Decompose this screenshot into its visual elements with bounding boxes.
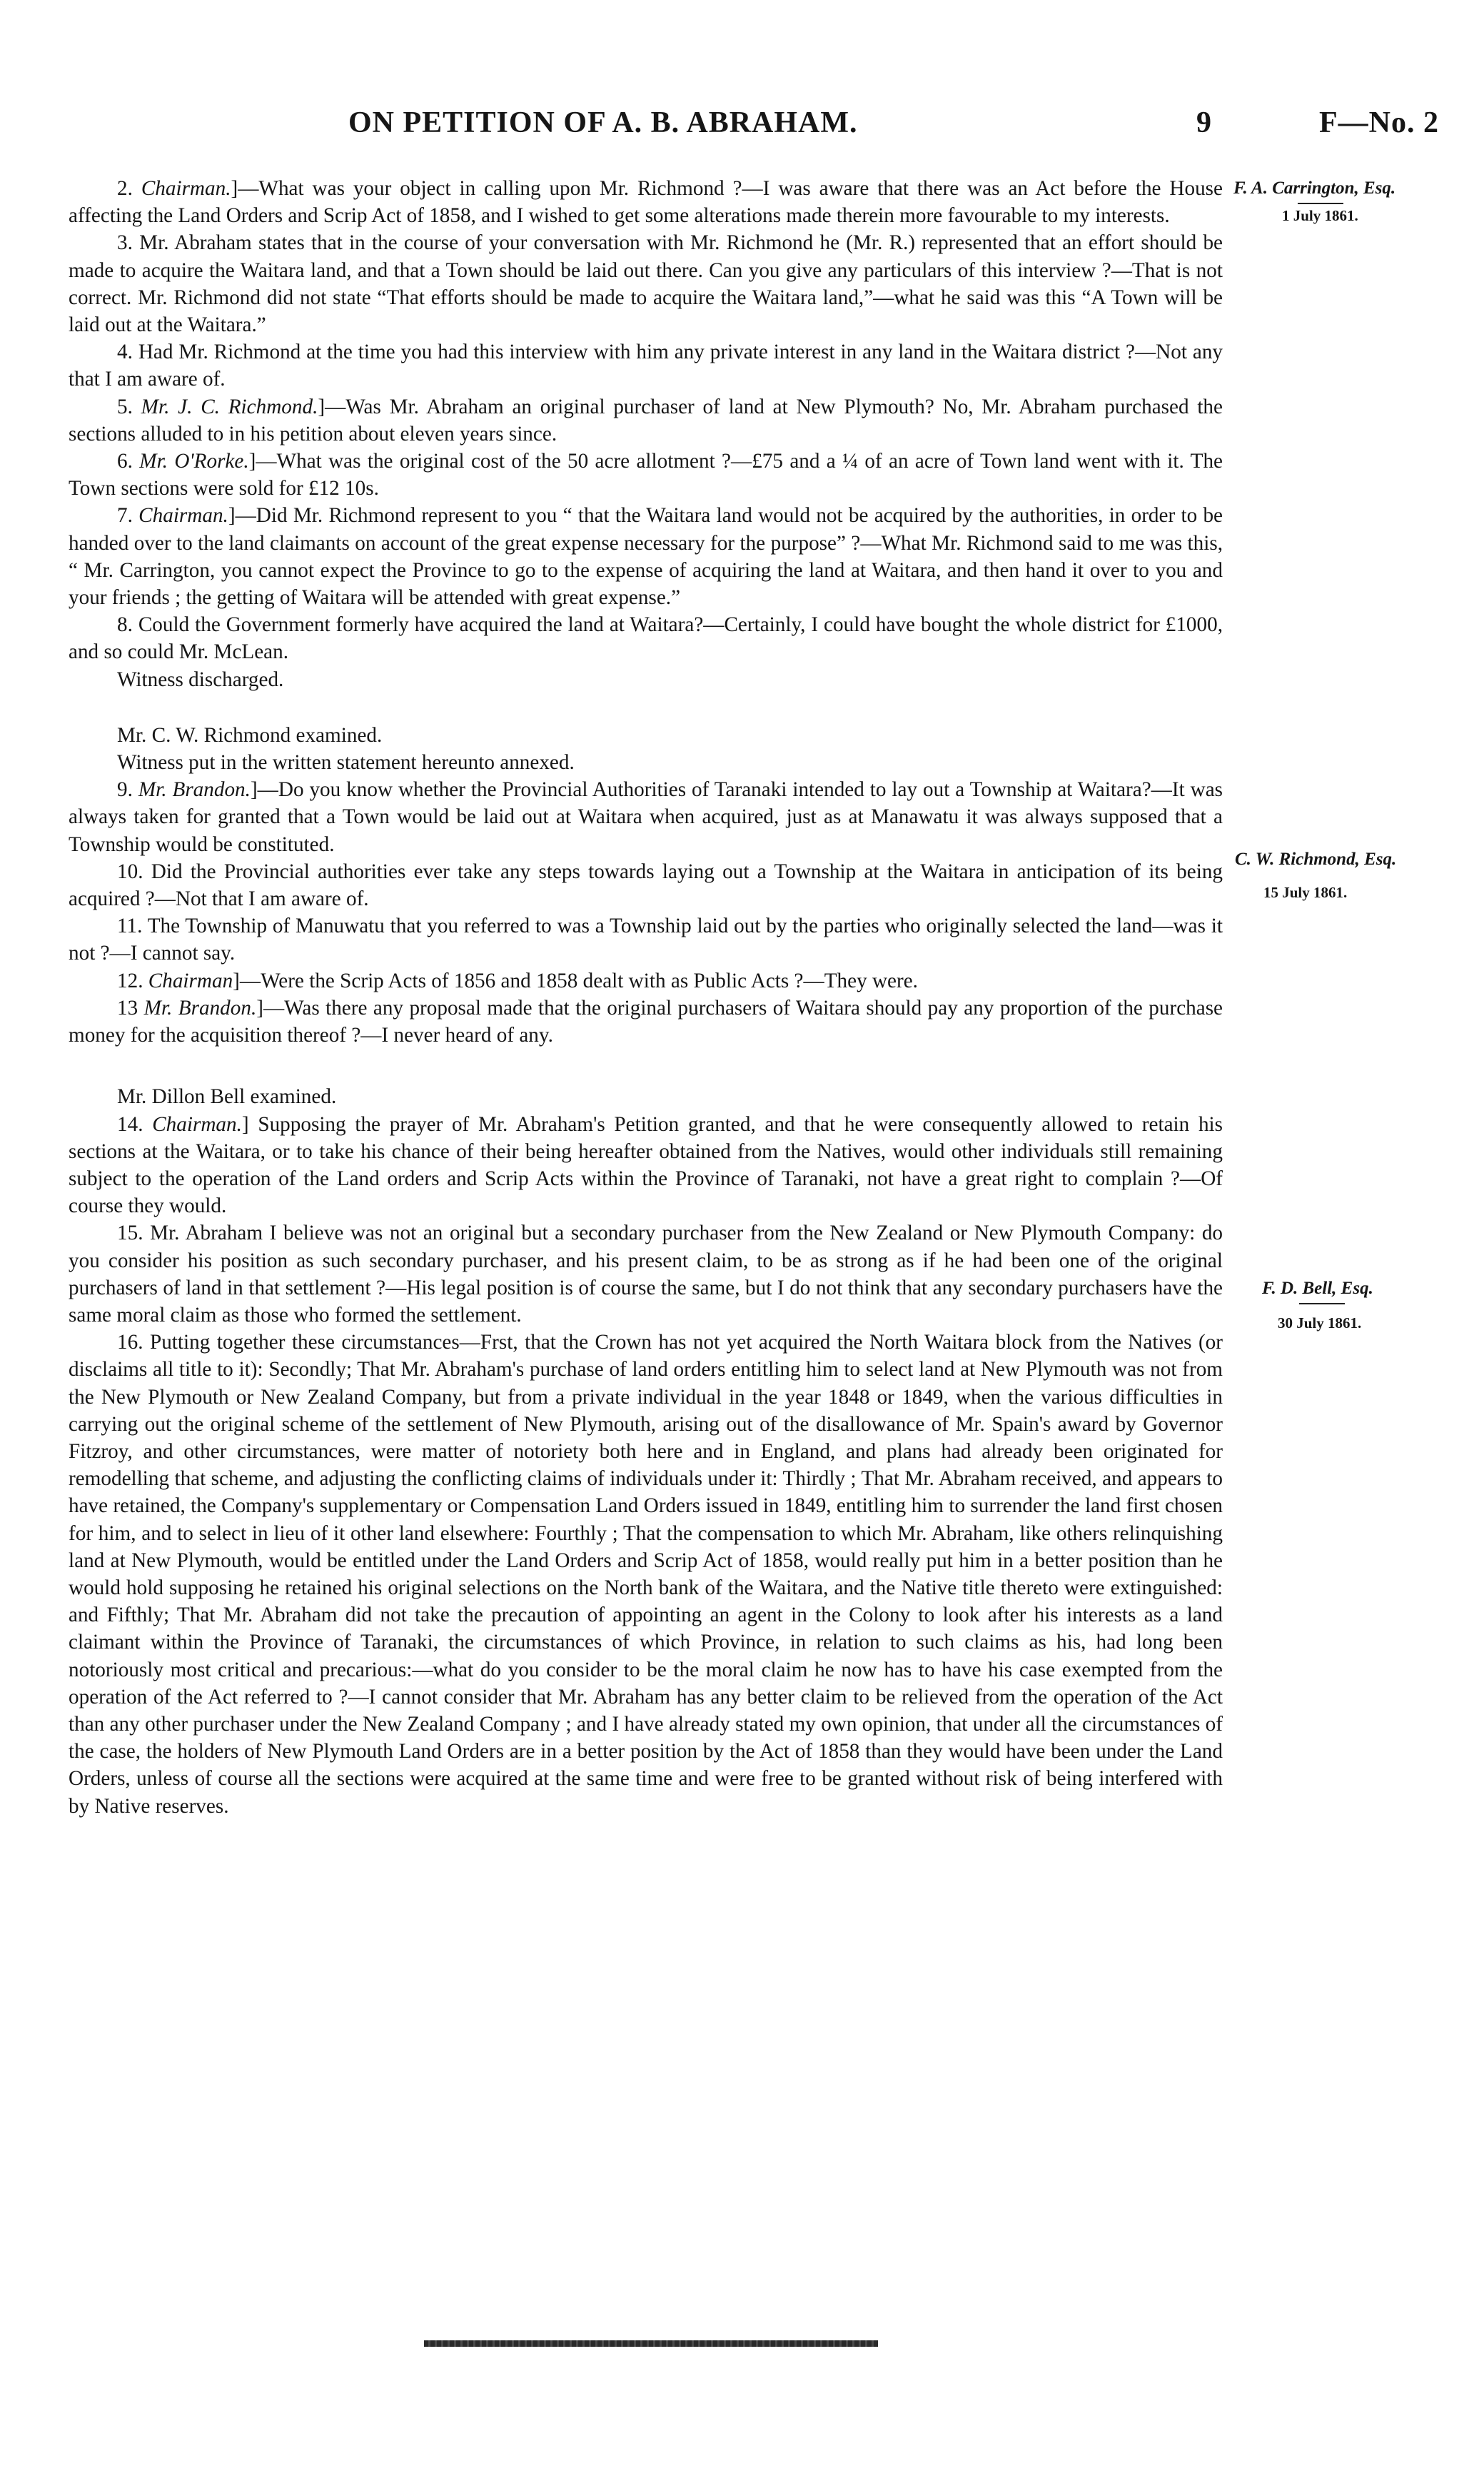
examined-heading: Mr. C. W. Richmond examined. (117, 723, 383, 747)
margin-note-richmond (1235, 850, 1442, 902)
question-paragraph: 8. Could the Government formerly have acquired the land at Waitara?—Certainly, I could have bought the whole district for £1000, and so could Mr. McLean. (69, 613, 1223, 664)
margin-note-rule (1299, 1303, 1345, 1304)
closing-rule (424, 2340, 878, 2347)
question-paragraph: 2. Chairman.]—What was your object in calling upon Mr. Richmond ?—I was aware that there was an Act before the House affecting the Land Orders and Scrip Act of 1858, and I wished to get some alterations made therein more favourable to my interests. (69, 177, 1223, 228)
margin-note-name: F. D. Bell, Esq. (1262, 1279, 1373, 1298)
page-number: 9 (1196, 106, 1212, 139)
question-paragraph: 16. Putting together these circumstances—Frst, that the Crown has not yet acquired the North Waitara block from the Natives (or disclaims all title to it): Secondly; That Mr. Abraham's purchase of land orders entitling him to select land at New Plymouth was not from the New Plymouth or New Zealand Company, but from a private individual in the year 1848 or 1849, when the various difficulties in carrying out the original scheme of the settlement of New Plymouth, arising out of the disallowance of Mr. Spain's award by Governor Fitzroy, and other circumstances, were matter of notoriety both here and in England, and plans had already been originated for remodelling that scheme, and adjusting the conflicting claims of individuals under it: Thirdly ; That Mr. Abraham received, and appears to have retained, the Company's supplementary or Compensation Land Orders issued in 1849, entitling him to surrender the land first chosen for him, and to select in lieu of it other land elsewhere: Fourthly ; That the compensation to which Mr. Abraham, like others relinquishing land at New Plymouth, would be entitled under the Land Orders and Scrip Act of 1858, would really put him in a better position than he would hold supposing he retained his original selections on the North bank of the Waitara, and the Native title thereto were extinguished: and Fifthly; That Mr. Abraham did not take the precaution of appointing an agent in the Colony to look after his interests as a land claimant within the Province of Taranaki, the circumstances of which Province, in relation to such claims as his, had long been notoriously most critical and precarious:—what do you consider to be the moral claim he now has to have his case exempted from the operation of the Act referred to ?—I cannot consider that Mr. Abraham has any better claim to be relieved from the operation of the Act than any other purchaser under the New Zealand Company ; and I have already stated my own opinion, that under all the circumstances of the case, the holders of New Plymouth Land Orders are in a better position by the Act of 1858 than they would have been under the Land Orders, unless of course all the sections were acquired at the same time and were free to be granted without risk of being interfered with by Native reserves. (69, 1331, 1223, 1818)
question-paragraph: 4. Had Mr. Richmond at the time you had this interview with him any private interest in any land in the Waitara district ?—Not any that I am aware of. (69, 341, 1223, 391)
document-body (69, 175, 1223, 1820)
question-paragraph: 5. Mr. J. C. Richmond.]—Was Mr. Abraham an original purchaser of land at New Plymouth? No, Mr. Abraham purchased the sections alluded to in his petition about eleven years since. (69, 395, 1223, 446)
question-paragraph: 11. The Township of Manuwatu that you referred to was a Township laid out by the parties who originally selected the land—was it not ?—I cannot say. (69, 915, 1223, 965)
witness-discharged: Witness discharged. (117, 668, 284, 691)
margin-note-name: C. W. Richmond, Esq. (1235, 850, 1397, 869)
question-paragraph: 13 Mr. Brandon.]—Was there any proposal made that the original purchasers of Waitara should pay any proportion of the purchase money for the acquisition thereof ?—I never heard of any. (69, 996, 1223, 1047)
question-paragraph: 14. Chairman.] Supposing the prayer of Mr. Abraham's Petition granted, and that he were consequently allowed to retain his sections at the Waitara, or to take his chance of their being hereafter obtained from the Natives, would other individuals still remaining subject to the operation of the Land orders and Scrip Acts within the Province of Taranaki, not have a great right to complain ?—Of course they would. (69, 1112, 1223, 1218)
question-paragraph: 10. Did the Provincial authorities ever take any steps towards laying out a Township at the Waitara in anticipation of its being acquired ?—Not that I am aware of. (69, 860, 1223, 911)
statement-line: Witness put in the written statement hereunto annexed. (117, 751, 575, 775)
margin-note-date: 1 July 1861. (1282, 207, 1358, 224)
margin-note-rule (1298, 203, 1343, 204)
margin-note-date: 15 July 1861. (1263, 884, 1348, 901)
question-paragraph: 12. Chairman]—Were the Scrip Acts of 1856 and 1858 dealt with as Public Acts ?—They were. (117, 969, 918, 992)
question-paragraph: 9. Mr. Brandon.]—Do you know whether the Provincial Authorities of Taranaki intended to lay out a Township at Waitara?—It was always taken for granted that a Town would be laid out at Waitara when acquired, just as at Manawatu it was always supposed that a Township would be constituted. (69, 778, 1223, 856)
document-reference: F—No. 2 (1319, 106, 1439, 139)
margin-note-date: 30 July 1861. (1278, 1314, 1362, 1332)
question-paragraph: 3. Mr. Abraham states that in the course of your conversation with Mr. Richmond he (Mr. R.) represented that an effort should be made to acquire the Waitara land, and that a Town should be laid out there. Can you give any particulars of this interview ?—That is not correct. Mr. Richmond did not state “That efforts should be made to acquire the Waitara land,”—what he said was this “A Town will be laid out at the Waitara.” (69, 231, 1223, 337)
page-header (0, 106, 1484, 149)
question-paragraph: 7. Chairman.]—Did Mr. Richmond represent to you “ that the Waitara land would not be acquired by the authorities, in order to be handed over to the land claimants on account of the great expense necessary for the purpose” ?—What Mr. Richmond said to me was this, “ Mr. Carrington, you cannot expect the Province to go to the expense of acquiring the land at Waitara, and then hand it over to you and your friends ; the getting of Waitara will be attended with great expense.” (69, 504, 1223, 610)
page-title: ON PETITION OF A. B. ABRAHAM. (348, 106, 858, 139)
examined-heading: Mr. Dillon Bell examined. (117, 1085, 337, 1109)
question-paragraph: 6. Mr. O'Rorke.]—What was the original cost of the 50 acre allotment ?—£75 and a ¼ of an acre of Town land went with it. The Town sections were sold for £12 10s. (69, 450, 1223, 500)
margin-note-name: F. A. Carrington, Esq. (1233, 178, 1396, 198)
question-paragraph: 15. Mr. Abraham I believe was not an original but a secondary purchaser from the New Zealand or New Plymouth Company: do you consider his position as such secondary purchaser, and his present claim, to be as strong as if he had been one of the original purchasers of land in that settlement ?—His legal position is of course the same, but I do not think that any secondary purchasers have the same moral claim as those who formed the settlement. (69, 1222, 1223, 1327)
margin-note-carrington (1233, 178, 1448, 225)
margin-note-bell (1262, 1279, 1433, 1332)
